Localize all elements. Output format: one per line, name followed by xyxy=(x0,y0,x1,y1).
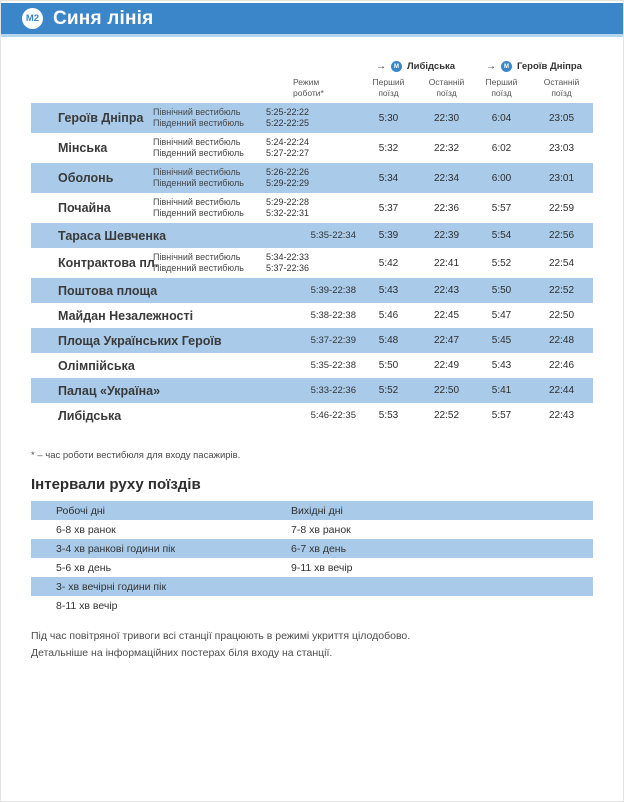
first-train-header-label: Перший поїзд xyxy=(372,77,405,99)
working-hours-cell xyxy=(153,167,359,190)
vestibule-hours: 5:22-22:25 xyxy=(266,118,310,129)
spacer xyxy=(31,61,153,72)
m2-line-badge-icon: M2 xyxy=(22,8,43,29)
station-name: Контрактова пл. xyxy=(58,256,159,271)
station-name: Палац «Україна» xyxy=(58,383,161,398)
interval-row-1 xyxy=(31,539,593,558)
intervals-title: Інтервали руху поїздів xyxy=(31,476,201,494)
station-name: Оболонь xyxy=(58,171,114,186)
direction-label: Либідська xyxy=(407,61,456,72)
vestibule-name: Північний вестибюль xyxy=(153,166,241,177)
station-hours: 5:46-22:35 xyxy=(310,410,356,422)
intervals-col-workdays: Робочі дні xyxy=(56,504,105,517)
station-name: Почайна xyxy=(58,201,111,216)
time-cell: 22:59 xyxy=(548,202,575,214)
time-cell: 5:42 xyxy=(378,257,399,269)
time-cell: 5:37 xyxy=(378,202,399,214)
schedule-row-3 xyxy=(31,193,593,223)
time-cell: 5:30 xyxy=(378,112,399,124)
station-hours: 5:37-22:39 xyxy=(310,335,356,347)
interval-weekends: 6-7 хв день xyxy=(291,542,347,555)
working-hours-cell xyxy=(153,310,359,321)
working-hours-cell xyxy=(153,410,359,421)
interval-workdays: 3-4 хв ранкові години пік xyxy=(56,542,176,555)
vestibule-name: Північний вестибюль xyxy=(153,251,241,262)
time-cell: 5:34 xyxy=(378,172,399,184)
arrow-right-icon: → xyxy=(486,61,496,72)
time-cell: 22:48 xyxy=(548,335,575,347)
vestibule-hours: 5:24-22:24 xyxy=(266,136,310,147)
working-hours-cell xyxy=(153,230,359,241)
time-cell: 22:50 xyxy=(433,385,460,397)
station-hours: 5:35-22:34 xyxy=(310,230,356,242)
schedule-row-11 xyxy=(31,403,593,428)
working-hours-cell xyxy=(153,335,359,346)
first-train-header xyxy=(359,77,418,99)
station-name: Майдан Незалежності xyxy=(58,308,194,323)
working-hours-cell xyxy=(153,107,359,130)
spacer xyxy=(153,61,359,72)
schedule-row-8 xyxy=(31,328,593,353)
time-cell: 23:05 xyxy=(548,112,575,124)
time-cell: 5:47 xyxy=(491,310,512,322)
vestibule-line xyxy=(153,148,359,159)
schedule-row-5 xyxy=(31,248,593,278)
first-train-header xyxy=(475,77,528,99)
time-cell: 22:41 xyxy=(433,257,460,269)
vestibule-name: Південний вестибюль xyxy=(153,208,244,219)
working-hours-cell xyxy=(153,285,359,296)
interval-workdays: 8-11 хв вечір xyxy=(56,599,118,612)
working-hours-cell xyxy=(153,197,359,220)
time-cell: 5:50 xyxy=(491,285,512,297)
vestibule-name: Північний вестибюль xyxy=(153,196,241,207)
last-train-header-label: Останній поїзд xyxy=(543,77,580,99)
vestibule-name: Північний вестибюль xyxy=(153,106,241,117)
vestibule-line xyxy=(153,178,359,189)
time-cell: 5:57 xyxy=(491,202,512,214)
station-name: Тараса Шевченка xyxy=(58,228,167,243)
vestibule-hours: 5:27-22:27 xyxy=(266,148,310,159)
vestibule-line xyxy=(153,107,359,118)
time-cell: 22:52 xyxy=(433,410,460,422)
station-name: Площа Українських Героїв xyxy=(58,333,222,348)
mode-column-header: Режим роботи* xyxy=(293,77,324,99)
station-name: Либідська xyxy=(58,408,122,423)
time-cell: 22:54 xyxy=(548,257,575,269)
vestibule-name: Південний вестибюль xyxy=(153,178,244,189)
working-hours-cell xyxy=(153,252,359,275)
time-cell: 22:50 xyxy=(548,310,575,322)
time-cell: 5:43 xyxy=(491,360,512,372)
page-title: Синя лінія xyxy=(53,7,154,29)
vestibule-name: Південний вестибюль xyxy=(153,263,244,274)
time-cell: 5:52 xyxy=(491,257,512,269)
time-cell: 5:52 xyxy=(378,385,399,397)
working-hours-cell xyxy=(153,137,359,160)
schedule-row-0 xyxy=(31,103,593,133)
interval-workdays: 3- хв вечірні години пік xyxy=(56,580,167,593)
schedule-row-10 xyxy=(31,378,593,403)
time-cell: 22:44 xyxy=(548,385,575,397)
time-cell: 5:46 xyxy=(378,310,399,322)
time-cell: 5:39 xyxy=(378,230,399,242)
time-cell: 22:32 xyxy=(433,142,460,154)
schedule-row-9 xyxy=(31,353,593,378)
interval-weekends: 9-11 хв вечір xyxy=(291,561,353,574)
interval-workdays: 5-6 хв день xyxy=(56,561,112,574)
time-cell: 5:45 xyxy=(491,335,512,347)
intervals-col-weekends: Вихідні дні xyxy=(291,504,343,517)
metro-icon: M xyxy=(391,61,402,72)
time-cell: 22:34 xyxy=(433,172,460,184)
interval-row-3 xyxy=(31,577,593,596)
working-hours-cell xyxy=(153,360,359,371)
station-hours: 5:35-22:38 xyxy=(310,360,356,372)
interval-weekends: 7-8 хв ранок xyxy=(291,523,351,536)
time-cell: 22:43 xyxy=(548,410,575,422)
time-cell: 6:00 xyxy=(491,172,512,184)
last-train-header xyxy=(528,77,595,99)
intervals-rows xyxy=(31,520,593,615)
vestibule-hours: 5:25-22:22 xyxy=(266,106,310,117)
vestibule-line xyxy=(153,252,359,263)
intervals-header-row xyxy=(31,501,593,520)
vestibule-hours: 5:32-22:31 xyxy=(266,208,310,219)
time-cell: 22:45 xyxy=(433,310,460,322)
time-cell: 23:03 xyxy=(548,142,575,154)
first-train-header-label: Перший поїзд xyxy=(485,77,518,99)
time-cell: 5:32 xyxy=(378,142,399,154)
vestibule-name: Південний вестибюль xyxy=(153,118,244,129)
metro-icon: M xyxy=(501,61,512,72)
direction-heroiv-dnipra xyxy=(475,61,595,72)
content xyxy=(1,61,623,662)
vestibule-hours: 5:29-22:28 xyxy=(266,196,310,207)
time-cell: 5:57 xyxy=(491,410,512,422)
vestibule-hours: 5:37-22:36 xyxy=(266,263,310,274)
notice-line-1: Під час повітряної тривоги всі станції працюють в режимі укриття цілодобово. xyxy=(31,630,411,643)
line-header-bar xyxy=(1,3,623,37)
vestibule-line xyxy=(153,208,359,219)
time-cell: 6:02 xyxy=(491,142,512,154)
time-cell: 5:48 xyxy=(378,335,399,347)
vestibule-hours: 5:29-22:29 xyxy=(266,178,310,189)
station-hours: 5:33-22:36 xyxy=(310,385,356,397)
time-cell: 22:43 xyxy=(433,285,460,297)
time-cell: 5:50 xyxy=(378,360,399,372)
schedule-row-6 xyxy=(31,278,593,303)
time-cell: 22:46 xyxy=(548,360,575,372)
last-train-header-label: Останній поїзд xyxy=(428,77,465,99)
schedule-row-1 xyxy=(31,133,593,163)
vestibule-line xyxy=(153,137,359,148)
time-cell: 23:01 xyxy=(548,172,575,184)
vestibule-line xyxy=(153,197,359,208)
time-cell: 22:56 xyxy=(548,230,575,242)
last-train-header xyxy=(418,77,475,99)
vestibule-line xyxy=(153,263,359,274)
schedule-row-4 xyxy=(31,223,593,248)
time-cell: 6:04 xyxy=(491,112,512,124)
time-cell: 5:54 xyxy=(491,230,512,242)
direction-header-row xyxy=(31,61,593,72)
schedule-row-7 xyxy=(31,303,593,328)
working-hours-cell xyxy=(153,385,359,396)
arrow-right-icon: → xyxy=(376,61,386,72)
station-name: Поштова площа xyxy=(58,283,158,298)
time-cell: 22:47 xyxy=(433,335,460,347)
column-header-row xyxy=(31,77,593,99)
time-cell: 22:49 xyxy=(433,360,460,372)
vestibule-hours: 5:34-22:33 xyxy=(266,251,310,262)
footnote: * – час роботи вестибюля для входу пасажирів. xyxy=(31,450,241,462)
notice-line-2: Детальніше на інформаційних постерах біля входу на станції. xyxy=(31,646,333,659)
direction-label: Героїв Дніпра xyxy=(517,61,582,72)
station-name: Героїв Дніпра xyxy=(58,111,144,126)
interval-row-2 xyxy=(31,558,593,577)
schedule-row-2 xyxy=(31,163,593,193)
vestibule-name: Південний вестибюль xyxy=(153,148,244,159)
station-name: Олімпійська xyxy=(58,358,135,373)
direction-lybidska xyxy=(359,61,475,72)
station-hours: 5:38-22:38 xyxy=(310,310,356,322)
time-cell: 22:36 xyxy=(433,202,460,214)
station-hours: 5:39-22:38 xyxy=(310,285,356,297)
time-cell: 5:53 xyxy=(378,410,399,422)
station-name: Мінська xyxy=(58,141,108,156)
interval-workdays: 6-8 хв ранок xyxy=(56,523,116,536)
time-cell: 5:41 xyxy=(491,385,512,397)
air-raid-notice xyxy=(31,628,593,662)
time-cell: 22:52 xyxy=(548,285,575,297)
time-cell: 5:43 xyxy=(378,285,399,297)
vestibule-line xyxy=(153,167,359,178)
vestibule-hours: 5:26-22:26 xyxy=(266,166,310,177)
vestibule-line xyxy=(153,118,359,129)
interval-row-4 xyxy=(31,596,593,615)
time-cell: 22:39 xyxy=(433,230,460,242)
vestibule-name: Північний вестибюль xyxy=(153,136,241,147)
interval-row-0 xyxy=(31,520,593,539)
intervals-table xyxy=(31,501,593,615)
time-cell: 22:30 xyxy=(433,112,460,124)
station-schedule-table xyxy=(31,103,593,428)
